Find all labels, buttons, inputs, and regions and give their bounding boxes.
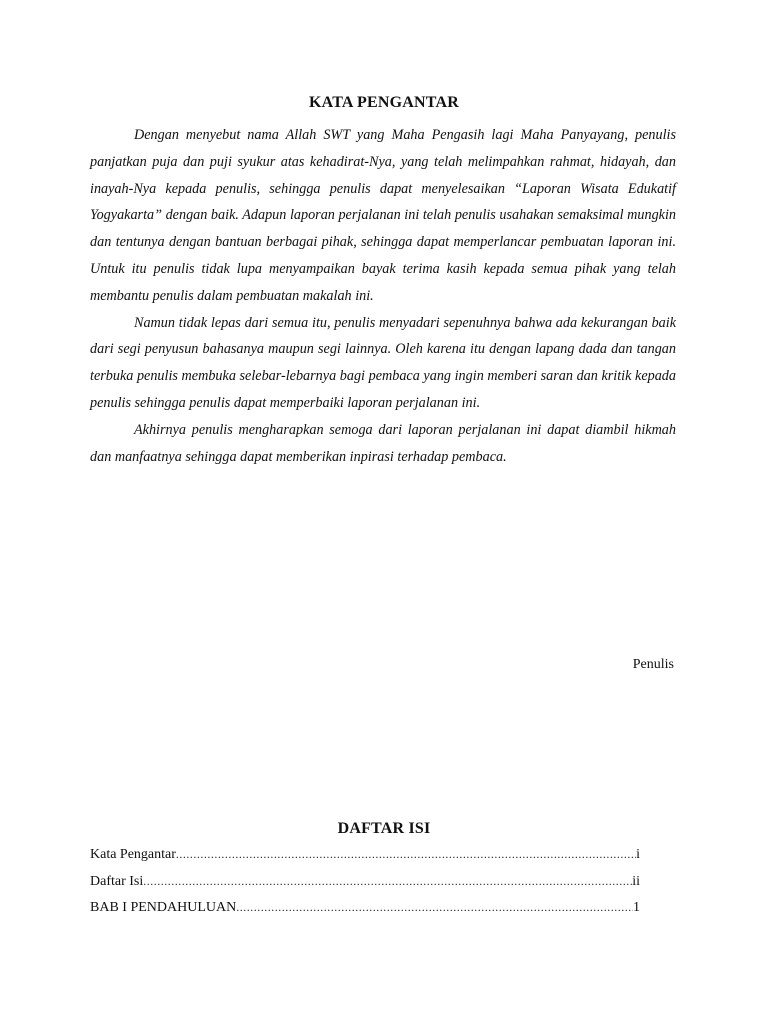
toc-entry-daftar-isi[interactable] — [90, 874, 640, 901]
toc-leader-dots — [143, 874, 632, 889]
toc-entry-bab-i[interactable] — [90, 900, 640, 927]
toc-entry-label: Daftar Isi — [90, 873, 144, 889]
toc-entry-page: ii — [632, 873, 640, 889]
toc-entry-label: BAB I PENDAHULUAN — [90, 900, 237, 915]
signature: Penulis — [632, 657, 674, 672]
toc-entry-label: Kata Pengantar — [90, 847, 176, 862]
kata-pengantar-body — [90, 122, 676, 470]
toc-entry-kata-pengantar[interactable] — [90, 847, 640, 874]
kata-pengantar-title: KATA PENGANTAR — [309, 94, 459, 111]
table-of-contents — [90, 847, 640, 927]
toc-entry-page: i — [636, 847, 640, 862]
paragraph-1: Dengan menyebut nama Allah SWT yang Maha Pengasih lagi Maha Panyayang, penulis panjatkan puja dan puji syukur atas kehadirat-Nya, yang telah melimpahkan rahmat, hidayah, dan inayah-Nya kepada penulis, sehingga penulis dapat menyelesaikan “Laporan Wisata Edukatif Yogyakarta” dengan baik. Adapun laporan perjalanan ini telah penulis usahakan semaksimal mungkin dan tentunya dengan bantuan berbagai pihak, sehingga dapat memperlancar pembuatan laporan ini. Untuk itu penulis tidak lupa menyampaikan bayak terima kasih kepada semua pihak yang telah membantu penulis dalam pembuatan makalah ini. — [90, 127, 676, 304]
daftar-isi-title: DAFTAR ISI — [337, 820, 431, 837]
toc-entry-page: 1 — [633, 900, 640, 915]
paragraph-3: Akhirnya penulis mengharapkan semoga dari laporan perjalanan ini dapat diambil hikmah dan manfaatnya sehingga dapat memberikan inpirasi terhadap pembaca. — [90, 421, 676, 465]
toc-leader-dots — [176, 847, 636, 862]
toc-leader-dots — [236, 900, 633, 915]
paragraph-2: Namun tidak lepas dari semua itu, penulis menyadari sepenuhnya bahwa ada kekurangan baik dari segi penyusun bahasanya maupun segi lainnya. Oleh karena itu dengan lapang dada dan tangan terbuka penulis membuka selebar-lebarnya bagi pembaca yang ingin memberi saran dan kritik kepada penulis sehingga penulis dapat memperbaiki laporan perjalanan ini. — [90, 314, 676, 411]
